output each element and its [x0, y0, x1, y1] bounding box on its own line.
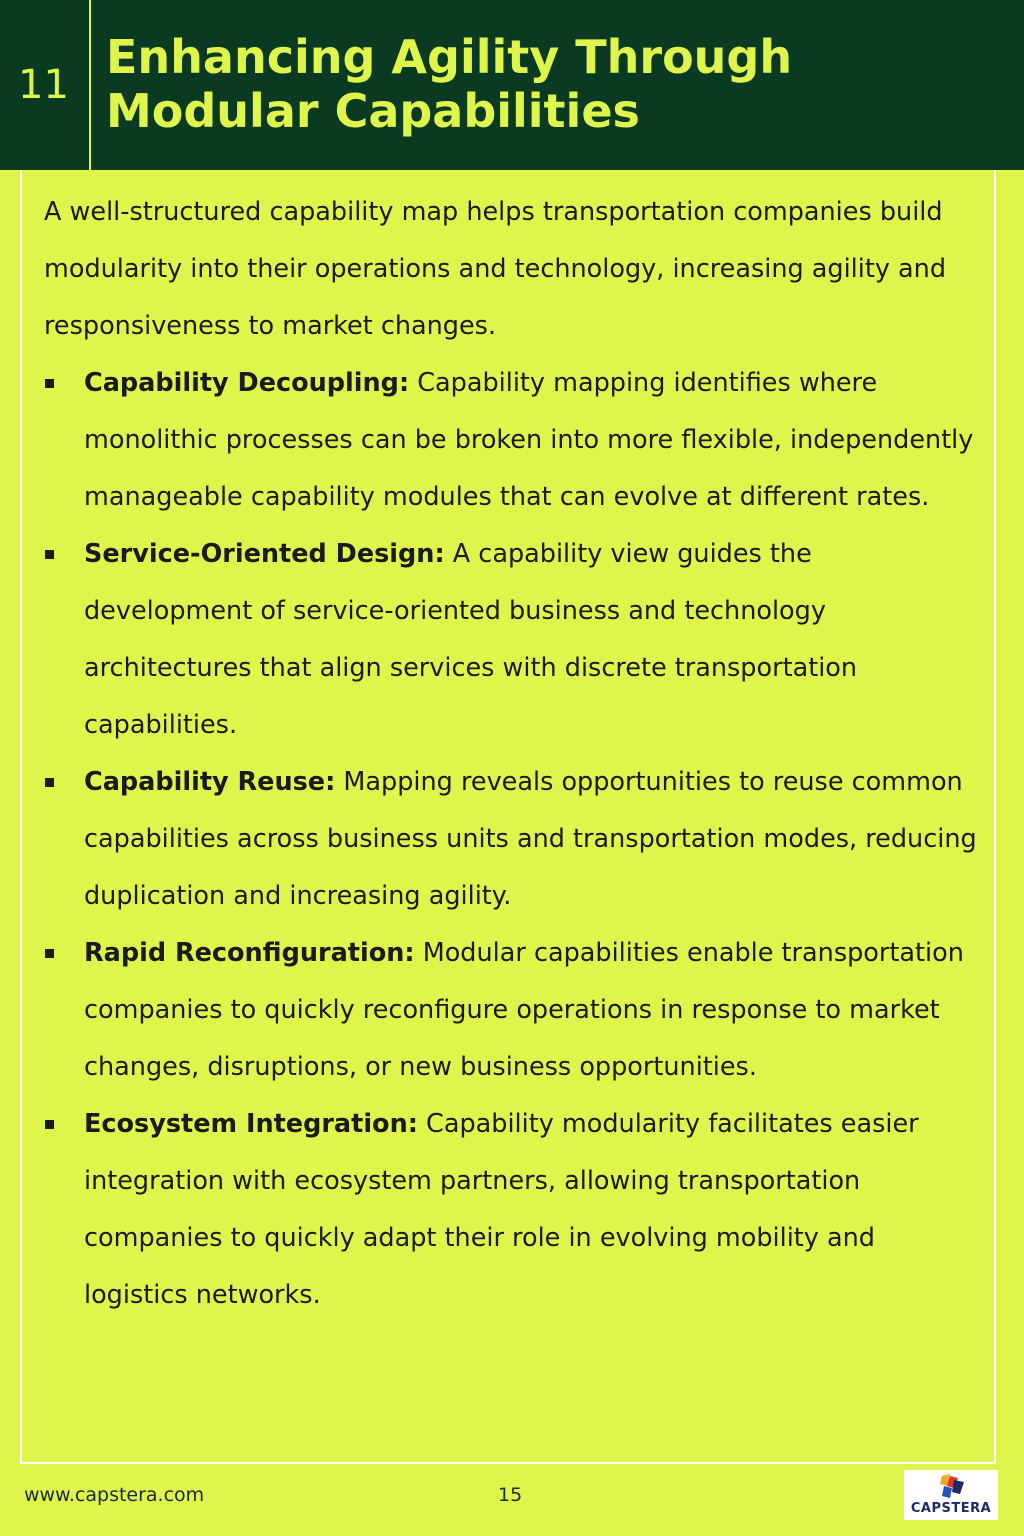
bullet-term: Ecosystem Integration: — [84, 1109, 418, 1139]
list-item — [44, 925, 979, 1096]
bullet-term: Rapid Reconfiguration: — [84, 938, 415, 968]
intro-paragraph: A well-structured capability map helps transportation companies build modularity into their operations and technology, increasing agility and responsiveness to market changes. — [44, 197, 947, 341]
list-item — [44, 754, 979, 925]
bullet-term: Capability Reuse: — [84, 767, 336, 797]
section-number: 11 — [18, 62, 69, 108]
bullet-term: Capability Decoupling: — [84, 368, 410, 398]
page-title: Enhancing Agility Through Modular Capabilities — [106, 30, 793, 138]
capstera-logo — [904, 1470, 998, 1520]
bullet-list — [44, 355, 979, 1324]
square-bullet-icon — [45, 949, 54, 958]
list-item — [44, 355, 979, 526]
logo-text: CAPSTERA — [910, 1501, 992, 1516]
bullet-text: Capability mapping identifies where monolithic processes can be broken into more flexible, independently manageable capability modules that can evolve at different rates. — [84, 368, 974, 512]
content-body — [44, 184, 979, 1324]
list-item — [44, 526, 979, 754]
page-header — [0, 0, 1024, 170]
page-number: 15 — [498, 1484, 523, 1506]
bullet-term: Service-Oriented Design: — [84, 539, 445, 569]
bullet-text: A capability view guides the development of service-oriented business and technology architectures that align services with discrete transportation capabilities. — [84, 539, 858, 740]
square-bullet-icon — [45, 550, 54, 559]
header-divider — [89, 0, 91, 170]
square-bullet-icon — [45, 379, 54, 388]
bullet-text: Capability modularity facilitates easier integration with ecosystem partners, allowing transportation companies to quickly adapt their role in evolving mobility and logistics networks. — [84, 1109, 919, 1310]
list-item — [44, 1096, 979, 1324]
bullet-text: Modular capabilities enable transportation companies to quickly reconfigure operations in response to market changes, disruptions, or new business opportunities. — [84, 938, 964, 1082]
bullet-text: Mapping reveals opportunities to reuse common capabilities across business units and transportation modes, reducing duplication and increasing agility. — [84, 767, 977, 911]
website-link[interactable]: www.capstera.com — [24, 1484, 205, 1506]
square-bullet-icon — [45, 1120, 54, 1129]
logo-mark-icon — [938, 1472, 966, 1500]
square-bullet-icon — [45, 778, 54, 787]
